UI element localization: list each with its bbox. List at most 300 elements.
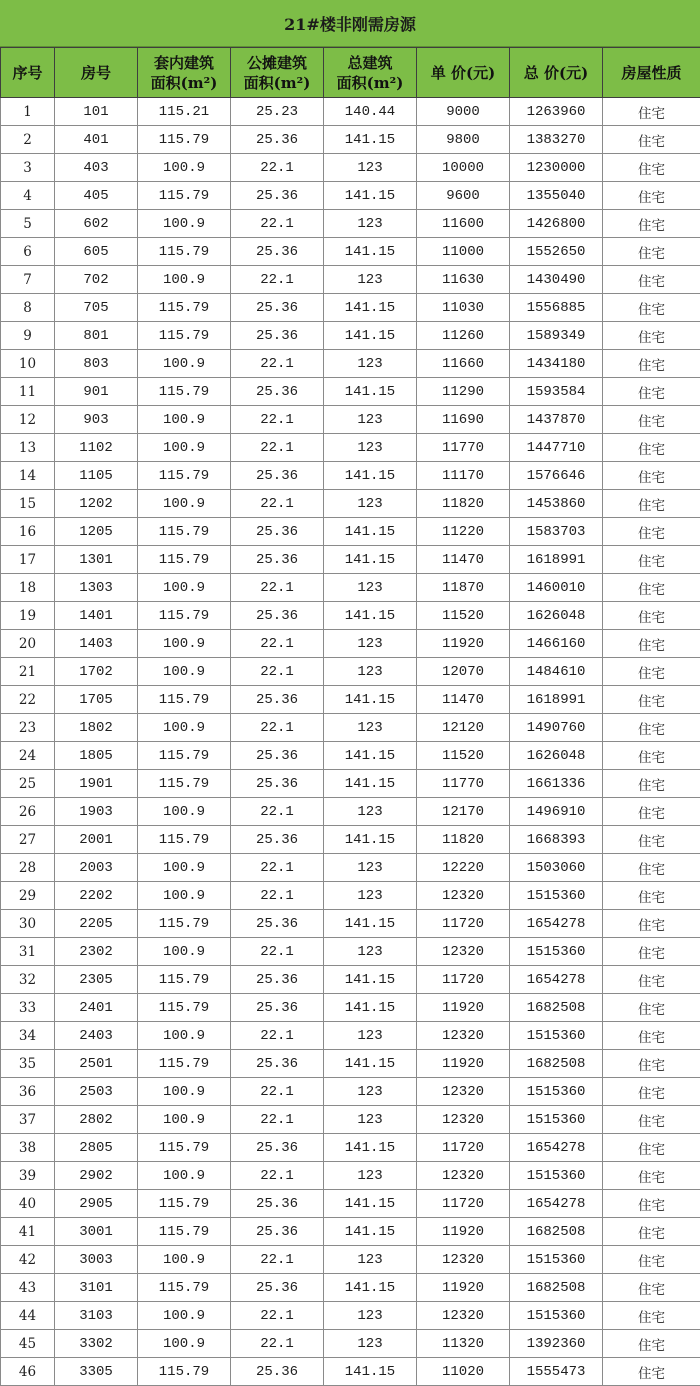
cell-total-area: 123 bbox=[324, 1330, 417, 1358]
cell-room: 605 bbox=[55, 238, 138, 266]
cell-total-area: 141.15 bbox=[324, 1134, 417, 1162]
cell-shared-area: 25.36 bbox=[231, 602, 324, 630]
cell-shared-area: 25.36 bbox=[231, 1218, 324, 1246]
cell-shared-area: 22.1 bbox=[231, 630, 324, 658]
cell-total-price: 1618991 bbox=[510, 546, 603, 574]
cell-room: 2501 bbox=[55, 1050, 138, 1078]
cell-total-area: 123 bbox=[324, 1106, 417, 1134]
cell-total-price: 1355040 bbox=[510, 182, 603, 210]
table-row bbox=[1, 1078, 700, 1106]
cell-room: 903 bbox=[55, 406, 138, 434]
cell-inner-area: 115.79 bbox=[138, 826, 231, 854]
cell-seq: 41 bbox=[1, 1218, 55, 1246]
table-row bbox=[1, 1218, 700, 1246]
cell-total-price: 1503060 bbox=[510, 854, 603, 882]
cell-total-price: 1682508 bbox=[510, 1274, 603, 1302]
cell-total-area: 123 bbox=[324, 1162, 417, 1190]
cell-total-price: 1552650 bbox=[510, 238, 603, 266]
table-row bbox=[1, 910, 700, 938]
cell-room: 1903 bbox=[55, 798, 138, 826]
cell-unit-price: 11920 bbox=[417, 1274, 510, 1302]
table-row bbox=[1, 1022, 700, 1050]
cell-room: 3001 bbox=[55, 1218, 138, 1246]
cell-inner-area: 100.9 bbox=[138, 938, 231, 966]
cell-total-price: 1263960 bbox=[510, 98, 603, 126]
cell-seq: 45 bbox=[1, 1330, 55, 1358]
cell-total-price: 1460010 bbox=[510, 574, 603, 602]
cell-room: 403 bbox=[55, 154, 138, 182]
cell-inner-area: 115.79 bbox=[138, 238, 231, 266]
cell-unit-price: 11660 bbox=[417, 350, 510, 378]
cell-property-type: 住宅 bbox=[603, 1162, 700, 1190]
cell-shared-area: 25.36 bbox=[231, 1050, 324, 1078]
cell-property-type: 住宅 bbox=[603, 434, 700, 462]
cell-total-price: 1437870 bbox=[510, 406, 603, 434]
table-row bbox=[1, 1302, 700, 1330]
cell-property-type: 住宅 bbox=[603, 938, 700, 966]
cell-room: 2003 bbox=[55, 854, 138, 882]
cell-shared-area: 25.36 bbox=[231, 462, 324, 490]
cell-property-type: 住宅 bbox=[603, 1330, 700, 1358]
cell-room: 1301 bbox=[55, 546, 138, 574]
cell-total-price: 1555473 bbox=[510, 1358, 603, 1386]
table-row bbox=[1, 770, 700, 798]
cell-total-area: 141.15 bbox=[324, 910, 417, 938]
cell-total-price: 1661336 bbox=[510, 770, 603, 798]
cell-total-area: 123 bbox=[324, 490, 417, 518]
cell-inner-area: 115.79 bbox=[138, 742, 231, 770]
cell-total-area: 141.15 bbox=[324, 994, 417, 1022]
cell-total-area: 141.15 bbox=[324, 770, 417, 798]
cell-unit-price: 12320 bbox=[417, 1022, 510, 1050]
cell-total-area: 123 bbox=[324, 210, 417, 238]
cell-unit-price: 9600 bbox=[417, 182, 510, 210]
table-row bbox=[1, 686, 700, 714]
cell-shared-area: 22.1 bbox=[231, 210, 324, 238]
cell-seq: 46 bbox=[1, 1358, 55, 1386]
cell-seq: 39 bbox=[1, 1162, 55, 1190]
cell-inner-area: 100.9 bbox=[138, 1022, 231, 1050]
cell-shared-area: 22.1 bbox=[231, 854, 324, 882]
cell-total-price: 1484610 bbox=[510, 658, 603, 686]
header-inner-area: 套内建筑 面积(m²) bbox=[138, 48, 231, 98]
cell-inner-area: 100.9 bbox=[138, 630, 231, 658]
cell-inner-area: 115.21 bbox=[138, 98, 231, 126]
cell-unit-price: 11220 bbox=[417, 518, 510, 546]
cell-inner-area: 115.79 bbox=[138, 966, 231, 994]
cell-inner-area: 100.9 bbox=[138, 350, 231, 378]
cell-property-type: 住宅 bbox=[603, 658, 700, 686]
cell-unit-price: 11770 bbox=[417, 770, 510, 798]
cell-room: 901 bbox=[55, 378, 138, 406]
cell-total-area: 123 bbox=[324, 574, 417, 602]
cell-property-type: 住宅 bbox=[603, 462, 700, 490]
cell-seq: 21 bbox=[1, 658, 55, 686]
cell-property-type: 住宅 bbox=[603, 910, 700, 938]
header-seq: 序号 bbox=[1, 48, 55, 98]
cell-property-type: 住宅 bbox=[603, 826, 700, 854]
cell-room: 2302 bbox=[55, 938, 138, 966]
cell-total-area: 123 bbox=[324, 1302, 417, 1330]
cell-inner-area: 115.79 bbox=[138, 910, 231, 938]
cell-total-price: 1682508 bbox=[510, 994, 603, 1022]
cell-unit-price: 11770 bbox=[417, 434, 510, 462]
cell-total-area: 123 bbox=[324, 1022, 417, 1050]
cell-property-type: 住宅 bbox=[603, 490, 700, 518]
cell-unit-price: 12170 bbox=[417, 798, 510, 826]
cell-property-type: 住宅 bbox=[603, 378, 700, 406]
table-row bbox=[1, 462, 700, 490]
cell-room: 1105 bbox=[55, 462, 138, 490]
cell-shared-area: 22.1 bbox=[231, 434, 324, 462]
cell-shared-area: 22.1 bbox=[231, 1330, 324, 1358]
cell-inner-area: 115.79 bbox=[138, 1050, 231, 1078]
cell-total-area: 141.15 bbox=[324, 1218, 417, 1246]
cell-total-price: 1626048 bbox=[510, 602, 603, 630]
cell-room: 1102 bbox=[55, 434, 138, 462]
cell-inner-area: 115.79 bbox=[138, 462, 231, 490]
cell-unit-price: 11290 bbox=[417, 378, 510, 406]
cell-inner-area: 115.79 bbox=[138, 1218, 231, 1246]
cell-property-type: 住宅 bbox=[603, 686, 700, 714]
cell-total-area: 123 bbox=[324, 266, 417, 294]
cell-total-area: 123 bbox=[324, 882, 417, 910]
cell-seq: 19 bbox=[1, 602, 55, 630]
cell-room: 3101 bbox=[55, 1274, 138, 1302]
cell-total-area: 141.15 bbox=[324, 518, 417, 546]
cell-shared-area: 22.1 bbox=[231, 574, 324, 602]
cell-room: 2305 bbox=[55, 966, 138, 994]
cell-property-type: 住宅 bbox=[603, 98, 700, 126]
cell-inner-area: 100.9 bbox=[138, 1302, 231, 1330]
cell-room: 1403 bbox=[55, 630, 138, 658]
cell-shared-area: 22.1 bbox=[231, 1162, 324, 1190]
cell-total-price: 1434180 bbox=[510, 350, 603, 378]
cell-unit-price: 11920 bbox=[417, 630, 510, 658]
cell-total-price: 1654278 bbox=[510, 1134, 603, 1162]
table-row bbox=[1, 126, 700, 154]
cell-total-price: 1466160 bbox=[510, 630, 603, 658]
cell-total-price: 1668393 bbox=[510, 826, 603, 854]
cell-seq: 32 bbox=[1, 966, 55, 994]
cell-unit-price: 12070 bbox=[417, 658, 510, 686]
table-row bbox=[1, 1106, 700, 1134]
cell-seq: 31 bbox=[1, 938, 55, 966]
cell-total-price: 1515360 bbox=[510, 1106, 603, 1134]
cell-total-area: 141.15 bbox=[324, 546, 417, 574]
table-row bbox=[1, 826, 700, 854]
cell-seq: 7 bbox=[1, 266, 55, 294]
cell-property-type: 住宅 bbox=[603, 406, 700, 434]
cell-total-price: 1496910 bbox=[510, 798, 603, 826]
table-row bbox=[1, 574, 700, 602]
cell-shared-area: 25.36 bbox=[231, 910, 324, 938]
cell-room: 2805 bbox=[55, 1134, 138, 1162]
table-row bbox=[1, 182, 700, 210]
cell-seq: 11 bbox=[1, 378, 55, 406]
cell-total-area: 123 bbox=[324, 658, 417, 686]
cell-total-price: 1515360 bbox=[510, 1246, 603, 1274]
cell-property-type: 住宅 bbox=[603, 1134, 700, 1162]
cell-property-type: 住宅 bbox=[603, 266, 700, 294]
cell-total-price: 1576646 bbox=[510, 462, 603, 490]
cell-total-price: 1556885 bbox=[510, 294, 603, 322]
cell-seq: 24 bbox=[1, 742, 55, 770]
cell-room: 101 bbox=[55, 98, 138, 126]
header-room: 房号 bbox=[55, 48, 138, 98]
cell-total-area: 123 bbox=[324, 154, 417, 182]
cell-total-price: 1426800 bbox=[510, 210, 603, 238]
cell-inner-area: 100.9 bbox=[138, 1106, 231, 1134]
cell-total-price: 1515360 bbox=[510, 882, 603, 910]
cell-shared-area: 25.36 bbox=[231, 182, 324, 210]
cell-unit-price: 11920 bbox=[417, 994, 510, 1022]
cell-shared-area: 22.1 bbox=[231, 266, 324, 294]
table-row bbox=[1, 378, 700, 406]
cell-inner-area: 115.79 bbox=[138, 322, 231, 350]
cell-total-price: 1682508 bbox=[510, 1218, 603, 1246]
cell-property-type: 住宅 bbox=[603, 882, 700, 910]
cell-shared-area: 25.36 bbox=[231, 994, 324, 1022]
cell-inner-area: 100.9 bbox=[138, 210, 231, 238]
cell-inner-area: 100.9 bbox=[138, 1246, 231, 1274]
cell-property-type: 住宅 bbox=[603, 966, 700, 994]
table-row bbox=[1, 238, 700, 266]
cell-unit-price: 11720 bbox=[417, 910, 510, 938]
cell-unit-price: 12320 bbox=[417, 1246, 510, 1274]
cell-inner-area: 115.79 bbox=[138, 602, 231, 630]
cell-inner-area: 100.9 bbox=[138, 1330, 231, 1358]
cell-property-type: 住宅 bbox=[603, 770, 700, 798]
cell-total-price: 1682508 bbox=[510, 1050, 603, 1078]
cell-shared-area: 25.36 bbox=[231, 742, 324, 770]
cell-total-price: 1589349 bbox=[510, 322, 603, 350]
cell-total-price: 1515360 bbox=[510, 1022, 603, 1050]
cell-shared-area: 22.1 bbox=[231, 406, 324, 434]
cell-total-price: 1626048 bbox=[510, 742, 603, 770]
cell-shared-area: 25.36 bbox=[231, 686, 324, 714]
cell-unit-price: 11000 bbox=[417, 238, 510, 266]
cell-shared-area: 22.1 bbox=[231, 1078, 324, 1106]
cell-unit-price: 12320 bbox=[417, 1078, 510, 1106]
cell-shared-area: 25.36 bbox=[231, 1134, 324, 1162]
cell-unit-price: 11470 bbox=[417, 686, 510, 714]
cell-inner-area: 100.9 bbox=[138, 266, 231, 294]
cell-property-type: 住宅 bbox=[603, 1050, 700, 1078]
cell-seq: 18 bbox=[1, 574, 55, 602]
cell-room: 705 bbox=[55, 294, 138, 322]
cell-shared-area: 22.1 bbox=[231, 714, 324, 742]
cell-shared-area: 22.1 bbox=[231, 1106, 324, 1134]
cell-inner-area: 115.79 bbox=[138, 1134, 231, 1162]
cell-inner-area: 115.79 bbox=[138, 1358, 231, 1386]
cell-total-area: 123 bbox=[324, 350, 417, 378]
cell-shared-area: 22.1 bbox=[231, 1246, 324, 1274]
cell-room: 3305 bbox=[55, 1358, 138, 1386]
cell-property-type: 住宅 bbox=[603, 1022, 700, 1050]
cell-shared-area: 22.1 bbox=[231, 490, 324, 518]
cell-shared-area: 25.36 bbox=[231, 1274, 324, 1302]
cell-total-price: 1392360 bbox=[510, 1330, 603, 1358]
cell-inner-area: 100.9 bbox=[138, 1078, 231, 1106]
cell-inner-area: 100.9 bbox=[138, 854, 231, 882]
cell-total-area: 140.44 bbox=[324, 98, 417, 126]
cell-total-area: 141.15 bbox=[324, 322, 417, 350]
table-row bbox=[1, 1330, 700, 1358]
table-row bbox=[1, 266, 700, 294]
cell-property-type: 住宅 bbox=[603, 350, 700, 378]
cell-total-price: 1515360 bbox=[510, 1078, 603, 1106]
cell-unit-price: 11520 bbox=[417, 602, 510, 630]
cell-seq: 44 bbox=[1, 1302, 55, 1330]
cell-property-type: 住宅 bbox=[603, 630, 700, 658]
cell-total-area: 123 bbox=[324, 798, 417, 826]
cell-seq: 33 bbox=[1, 994, 55, 1022]
cell-property-type: 住宅 bbox=[603, 1274, 700, 1302]
cell-seq: 14 bbox=[1, 462, 55, 490]
cell-total-area: 123 bbox=[324, 854, 417, 882]
cell-seq: 43 bbox=[1, 1274, 55, 1302]
header-total-price: 总 价(元) bbox=[510, 48, 603, 98]
cell-unit-price: 11470 bbox=[417, 546, 510, 574]
cell-inner-area: 100.9 bbox=[138, 882, 231, 910]
cell-total-price: 1515360 bbox=[510, 938, 603, 966]
cell-property-type: 住宅 bbox=[603, 1190, 700, 1218]
cell-unit-price: 12320 bbox=[417, 1162, 510, 1190]
cell-property-type: 住宅 bbox=[603, 742, 700, 770]
cell-total-price: 1618991 bbox=[510, 686, 603, 714]
cell-unit-price: 11690 bbox=[417, 406, 510, 434]
cell-shared-area: 25.36 bbox=[231, 1190, 324, 1218]
cell-unit-price: 11870 bbox=[417, 574, 510, 602]
cell-seq: 38 bbox=[1, 1134, 55, 1162]
cell-unit-price: 11720 bbox=[417, 1134, 510, 1162]
cell-room: 702 bbox=[55, 266, 138, 294]
table-row bbox=[1, 98, 700, 126]
cell-room: 2503 bbox=[55, 1078, 138, 1106]
cell-unit-price: 9800 bbox=[417, 126, 510, 154]
cell-total-price: 1654278 bbox=[510, 910, 603, 938]
cell-property-type: 住宅 bbox=[603, 518, 700, 546]
cell-room: 2401 bbox=[55, 994, 138, 1022]
cell-inner-area: 115.79 bbox=[138, 1190, 231, 1218]
cell-unit-price: 11030 bbox=[417, 294, 510, 322]
table-row bbox=[1, 434, 700, 462]
table-row bbox=[1, 1162, 700, 1190]
cell-property-type: 住宅 bbox=[603, 182, 700, 210]
table-row bbox=[1, 798, 700, 826]
cell-shared-area: 25.23 bbox=[231, 98, 324, 126]
cell-unit-price: 11520 bbox=[417, 742, 510, 770]
cell-seq: 13 bbox=[1, 434, 55, 462]
cell-room: 1702 bbox=[55, 658, 138, 686]
cell-total-area: 123 bbox=[324, 938, 417, 966]
cell-room: 405 bbox=[55, 182, 138, 210]
cell-seq: 27 bbox=[1, 826, 55, 854]
cell-total-price: 1447710 bbox=[510, 434, 603, 462]
cell-seq: 2 bbox=[1, 126, 55, 154]
cell-property-type: 住宅 bbox=[603, 1246, 700, 1274]
cell-room: 1202 bbox=[55, 490, 138, 518]
cell-property-type: 住宅 bbox=[603, 126, 700, 154]
cell-seq: 42 bbox=[1, 1246, 55, 1274]
cell-unit-price: 11170 bbox=[417, 462, 510, 490]
cell-seq: 25 bbox=[1, 770, 55, 798]
cell-seq: 20 bbox=[1, 630, 55, 658]
cell-seq: 34 bbox=[1, 1022, 55, 1050]
cell-total-area: 141.15 bbox=[324, 966, 417, 994]
header-shared-area: 公摊建筑 面积(m²) bbox=[231, 48, 324, 98]
table-row bbox=[1, 210, 700, 238]
cell-seq: 12 bbox=[1, 406, 55, 434]
cell-property-type: 住宅 bbox=[603, 1302, 700, 1330]
cell-seq: 26 bbox=[1, 798, 55, 826]
cell-property-type: 住宅 bbox=[603, 1218, 700, 1246]
cell-total-area: 123 bbox=[324, 630, 417, 658]
table-row bbox=[1, 994, 700, 1022]
cell-property-type: 住宅 bbox=[603, 1358, 700, 1386]
cell-inner-area: 100.9 bbox=[138, 714, 231, 742]
cell-shared-area: 22.1 bbox=[231, 1302, 324, 1330]
cell-room: 401 bbox=[55, 126, 138, 154]
cell-room: 1705 bbox=[55, 686, 138, 714]
cell-seq: 15 bbox=[1, 490, 55, 518]
cell-seq: 9 bbox=[1, 322, 55, 350]
cell-unit-price: 9000 bbox=[417, 98, 510, 126]
cell-unit-price: 12320 bbox=[417, 1302, 510, 1330]
cell-unit-price: 11820 bbox=[417, 826, 510, 854]
cell-room: 1802 bbox=[55, 714, 138, 742]
cell-property-type: 住宅 bbox=[603, 994, 700, 1022]
cell-property-type: 住宅 bbox=[603, 210, 700, 238]
cell-property-type: 住宅 bbox=[603, 546, 700, 574]
cell-total-area: 141.15 bbox=[324, 686, 417, 714]
table-row bbox=[1, 1134, 700, 1162]
cell-seq: 36 bbox=[1, 1078, 55, 1106]
table-title: 21#楼非刚需房源 bbox=[0, 0, 700, 47]
cell-total-price: 1230000 bbox=[510, 154, 603, 182]
cell-seq: 30 bbox=[1, 910, 55, 938]
table-row bbox=[1, 350, 700, 378]
cell-unit-price: 11320 bbox=[417, 1330, 510, 1358]
cell-total-area: 141.15 bbox=[324, 238, 417, 266]
cell-total-area: 141.15 bbox=[324, 602, 417, 630]
cell-total-area: 141.15 bbox=[324, 182, 417, 210]
cell-unit-price: 11920 bbox=[417, 1050, 510, 1078]
cell-room: 2902 bbox=[55, 1162, 138, 1190]
cell-inner-area: 115.79 bbox=[138, 686, 231, 714]
cell-total-area: 123 bbox=[324, 1246, 417, 1274]
cell-seq: 6 bbox=[1, 238, 55, 266]
cell-total-area: 141.15 bbox=[324, 462, 417, 490]
cell-room: 3103 bbox=[55, 1302, 138, 1330]
cell-total-area: 141.15 bbox=[324, 742, 417, 770]
cell-unit-price: 12220 bbox=[417, 854, 510, 882]
cell-total-area: 141.15 bbox=[324, 294, 417, 322]
cell-inner-area: 115.79 bbox=[138, 126, 231, 154]
header-property-type: 房屋性质 bbox=[603, 48, 700, 98]
cell-inner-area: 100.9 bbox=[138, 1162, 231, 1190]
cell-shared-area: 25.36 bbox=[231, 238, 324, 266]
cell-shared-area: 22.1 bbox=[231, 938, 324, 966]
cell-total-area: 141.15 bbox=[324, 1190, 417, 1218]
cell-room: 1303 bbox=[55, 574, 138, 602]
cell-room: 803 bbox=[55, 350, 138, 378]
table-row bbox=[1, 406, 700, 434]
cell-shared-area: 25.36 bbox=[231, 546, 324, 574]
cell-unit-price: 11920 bbox=[417, 1218, 510, 1246]
cell-seq: 29 bbox=[1, 882, 55, 910]
